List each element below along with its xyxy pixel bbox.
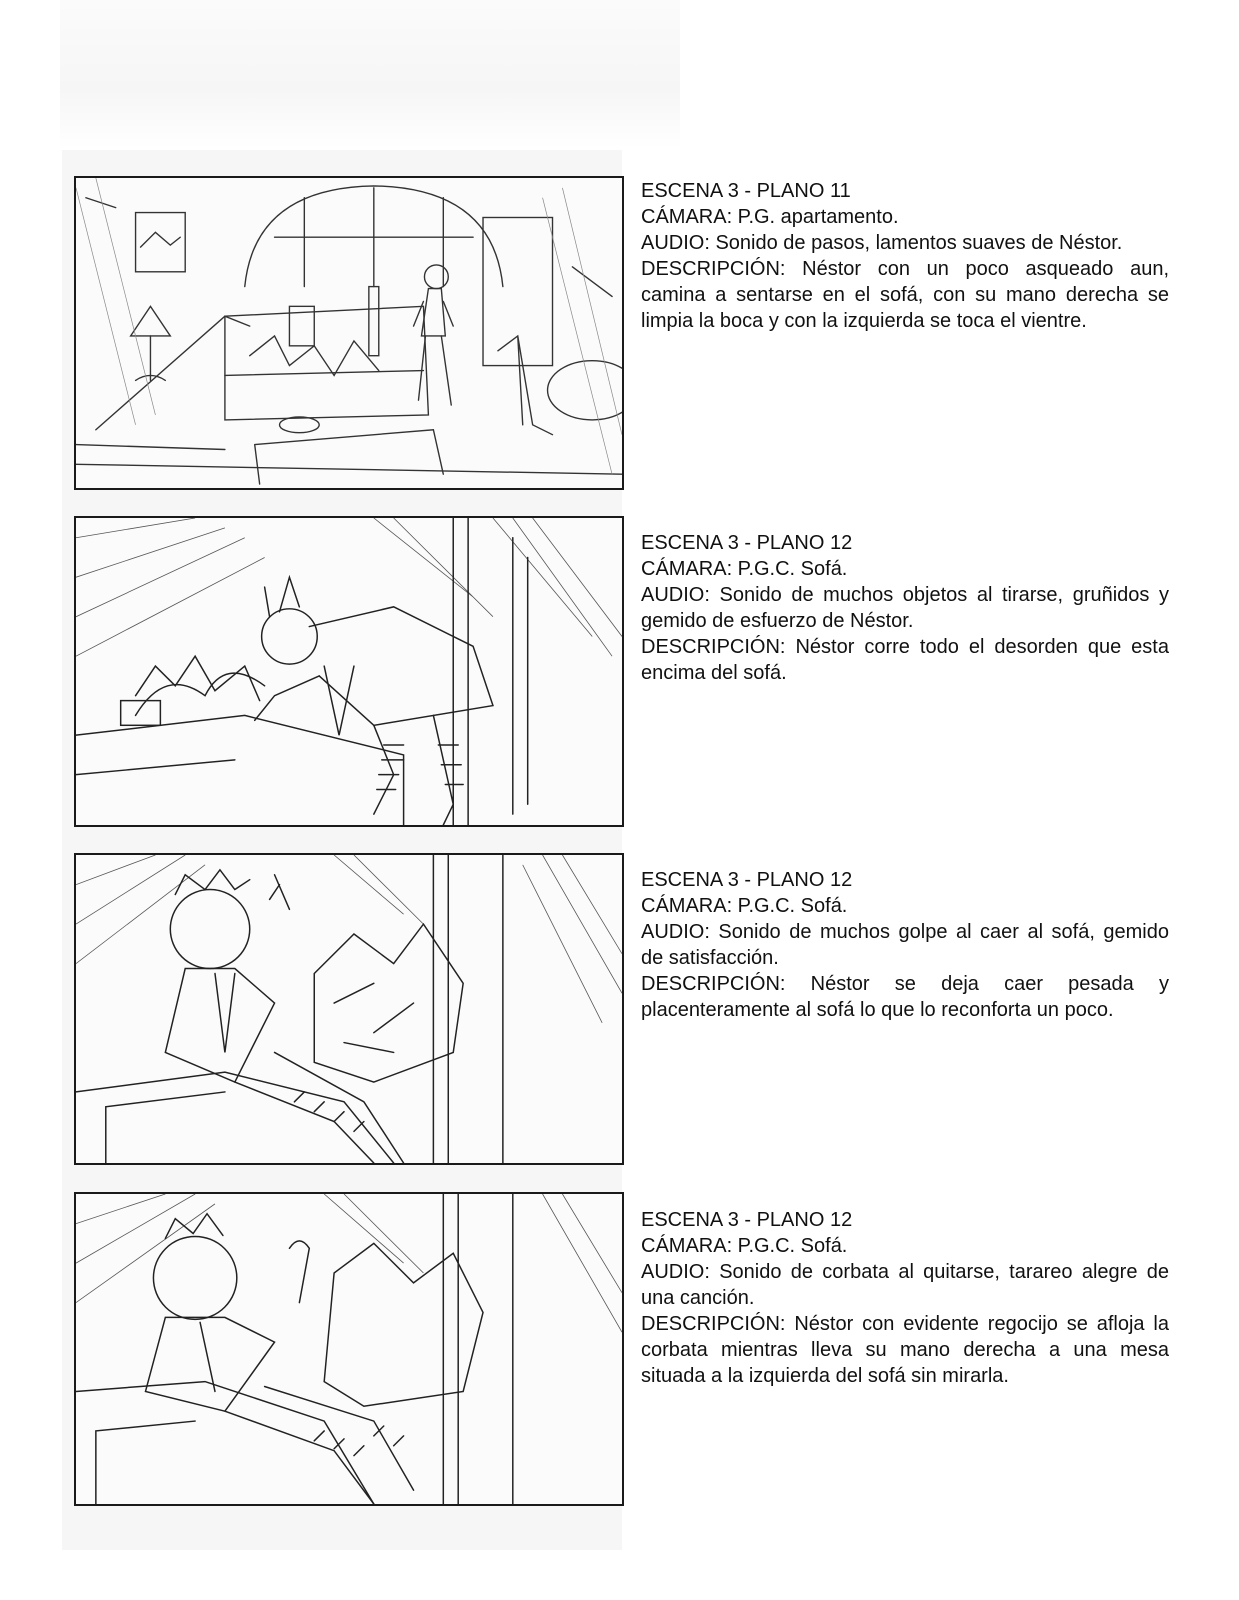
storyboard-panel-2 [74,516,624,827]
scene-heading: ESCENA 3 - PLANO 12 [641,869,853,891]
storyboard-panel-3 [74,853,624,1165]
shot-caption-3 [641,867,1169,1023]
scene-heading: ESCENA 3 - PLANO 11 [641,180,851,202]
description-line: DESCRIPCIÓN: Néstor con evidente regocijo se afloja la corbata mientras lleva su mano derecha a una mesa situada a la izquierda del sofá sin mirarla. [641,1313,1169,1387]
sofa-fall-sketch [76,855,622,1163]
shot-caption-2 [641,530,1169,686]
camera-line: CÁMARA: P.G.C. Sofá. [641,1235,848,1257]
storyboard-panel-4 [74,1192,624,1506]
shot-caption-1 [641,178,1169,334]
shot-caption-4 [641,1207,1169,1389]
loosening-tie-sketch [76,1194,622,1504]
audio-line: AUDIO: Sonido de muchos objetos al tirarse, gruñidos y gemido de esfuerzo de Néstor. [641,584,1169,632]
scene-heading: ESCENA 3 - PLANO 12 [641,532,853,554]
description-line: DESCRIPCIÓN: Néstor con un poco asqueado aun, camina a sentarse en el sofá, con su mano derecha se limpia la boca y con la izquierda se toca el vientre. [641,258,1169,332]
audio-line: AUDIO: Sonido de pasos, lamentos suaves de Néstor. [641,232,1123,254]
scene-heading: ESCENA 3 - PLANO 12 [641,1209,853,1231]
audio-line: AUDIO: Sonido de corbata al quitarse, tarareo alegre de una canción. [641,1261,1169,1309]
description-line: DESCRIPCIÓN: Néstor se deja caer pesada y placenteramente al sofá lo que lo reconforta un poco. [641,973,1169,1021]
audio-line: AUDIO: Sonido de muchos golpe al caer al sofá, gemido de satisfacción. [641,921,1169,969]
camera-line: CÁMARA: P.G.C. Sofá. [641,895,848,917]
apartment-sketch [76,178,622,488]
camera-line: CÁMARA: P.G.C. Sofá. [641,558,848,580]
description-line: DESCRIPCIÓN: Néstor corre todo el desorden que esta encima del sofá. [641,636,1169,684]
paper-smudge [60,0,680,150]
camera-line: CÁMARA: P.G. apartamento. [641,206,899,228]
sofa-clearing-sketch [76,518,622,825]
storyboard-panel-1 [74,176,624,490]
